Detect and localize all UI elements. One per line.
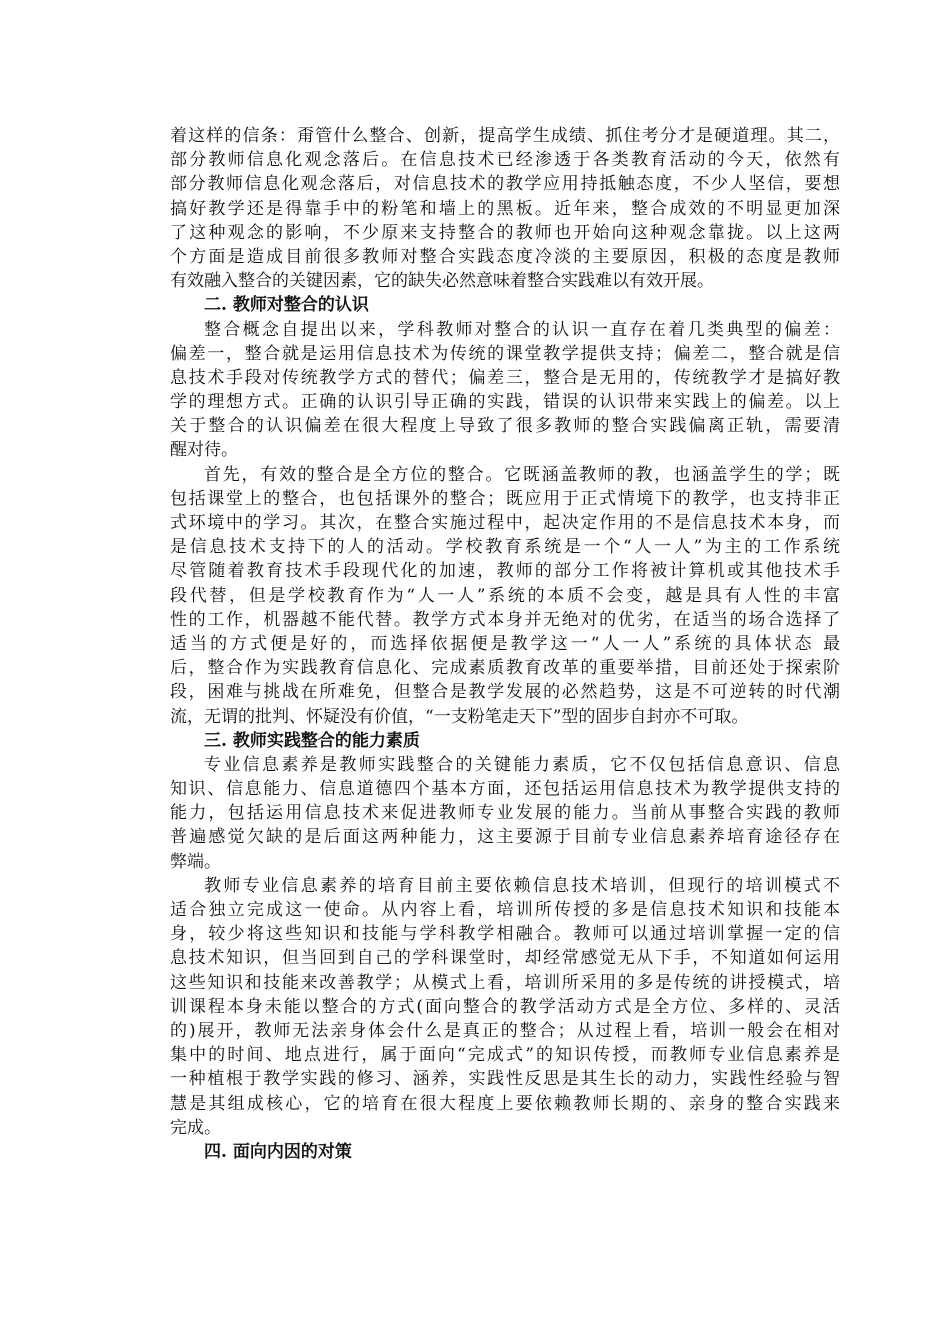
paragraph <box>170 124 840 293</box>
text-line: 这些知识和技能来改善教学；从模式上看，培训所采用的多是传统的讲授模式，培 <box>170 972 840 993</box>
text-line: 是信息技术支持下的人的活动。学校教育系统是一个“人一人”为主的工作系统 <box>170 537 840 558</box>
text-line: 后，整合作为实践教育信息化、完成素质教育改革的重要举措，目前还处于探索阶 <box>170 658 840 679</box>
text-line: 有效融入整合的关键因素，它的缺失必然意味着整合实践难以有效开展。 <box>170 271 714 292</box>
text-line: 训课程本身未能以整合的方式(面向整合的教学活动方式是全方位、多样的、灵活 <box>170 996 840 1017</box>
text-line: 流，无谓的批判、怀疑没有价值，“一支粉笔走天下”型的固步自封亦不可取。 <box>170 706 749 727</box>
paragraph <box>170 318 840 463</box>
document-page <box>170 124 840 1164</box>
text-line: 集中的时间、地点进行，属于面向“完成式”的知识传授，而教师专业信息素养是 <box>170 1045 840 1066</box>
text-line: 弊端。 <box>170 851 221 872</box>
paragraph <box>170 463 840 729</box>
text-line: 关于整合的认识偏差在很大程度上导致了很多教师的整合实践偏离正轨，需要清 <box>170 416 840 437</box>
text-line: 慧是其组成核心，它的培育在很大程度上要依赖教师长期的、亲身的整合实践来 <box>170 1093 840 1114</box>
text-line: 普遍感觉欠缺的是后面这两种能力，这主要源于目前专业信息素养培育途径存在 <box>170 827 840 848</box>
text-line: 完成。 <box>170 1117 221 1138</box>
text-line: 醒对待。 <box>170 440 238 461</box>
text-line: 性的工作，机器越不能代替。教学方式本身并无绝对的优劣，在适当的场合选择了 <box>170 609 840 630</box>
text-line: 包括课堂上的整合，也包括课外的整合；既应用于正式情境下的教学，也支持非正 <box>170 488 840 509</box>
text-line: 整合概念自提出以来，学科教师对整合的认识一直存在着几类典型的偏差： <box>204 319 840 340</box>
text-line: 的)展开，教师无法亲身体会什么是真正的整合；从过程上看，培训一般会在相对 <box>170 1020 840 1041</box>
text-line: 适当的方式便是好的，而选择依据便是教学这一“人一人”系统的具体状态 最 <box>170 633 840 654</box>
text-line: 一种植根于教学实践的修习、涵养，实践性反思是其生长的动力，实践性经验与智 <box>170 1069 840 1090</box>
paragraph <box>170 874 840 1140</box>
text-line: 搞好教学还是得靠手中的粉笔和墙上的黑板。近年来，整合成效的不明显更加深 <box>170 198 840 219</box>
text-line: 首先，有效的整合是全方位的整合。它既涵盖教师的教，也涵盖学生的学；既 <box>204 464 840 485</box>
text-line: 尽管随着教育技术手段现代化的加速，教师的部分工作将被计算机或其他技术手 <box>170 561 840 582</box>
paragraph <box>170 753 840 874</box>
text-line: 能力，包括运用信息技术来促进教师专业发展的能力。当前从事整合实践的教师 <box>170 803 840 824</box>
section-heading: 二. 教师对整合的认识 <box>204 295 369 316</box>
text-line: 身，较少将这些知识和技能与学科教学相融合。教师可以通过培训掌握一定的信 <box>170 924 840 945</box>
text-line: 教师专业信息素养的培育目前主要依赖信息技术培训，但现行的培训模式不 <box>204 875 840 896</box>
text-line: 个方面是造成目前很多教师对整合实践态度冷淡的主要原因，积极的态度是教师 <box>170 246 840 267</box>
text-line: 专业信息素养是教师实践整合的关键能力素质，它不仅包括信息意识、信息 <box>204 754 840 775</box>
text-line: 息技术手段对传统教学方式的替代；偏差三，整合是无用的，传统教学才是搞好教 <box>170 367 840 388</box>
text-line: 式环境中的学习。其次，在整合实施过程中，起决定作用的不是信息技术本身，而 <box>170 513 840 533</box>
text-line: 适合独立完成这一使命。从内容上看，培训所传授的多是信息技术知识和技能本 <box>170 900 840 920</box>
text-line: 学的理想方式。正确的认识引导正确的实践，错误的认识带来实践上的偏差。以上 <box>170 392 840 413</box>
text-line: 了这种观念的影响，不少原来支持整合的教师也开始向这种观念靠拢。以上这两 <box>170 222 840 243</box>
section-heading: 四. 面向内因的对策 <box>204 1141 352 1162</box>
text-line: 偏差一，整合就是运用信息技术为传统的课堂教学提供支持；偏差二，整合就是信 <box>170 343 840 364</box>
text-line: 部分教师信息化观念落后，对信息技术的教学应用持抵触态度，不少人坚信，要想 <box>170 174 840 195</box>
section-heading: 三. 教师实践整合的能力素质 <box>204 730 420 751</box>
text-line: 着这样的信条：甭管什么整合、创新，提高学生成绩、抓住考分才是硬道理。其二， <box>170 126 840 146</box>
text-line: 息技术知识，但当回到自己的学科课堂时，却经常感觉无从下手，不知道如何运用 <box>170 948 840 969</box>
text-line: 段代替，但是学校教育作为“人一人”系统的本质不会变，越是具有人性的丰富 <box>170 585 840 606</box>
text-line: 部分教师信息化观念落后。在信息技术已经渗透于各类教育活动的今天，依然有 <box>170 150 840 171</box>
text-line: 段，困难与挑战在所难免，但整合是教学发展的必然趋势，这是不可逆转的时代潮 <box>170 682 840 703</box>
text-line: 知识、信息能力、信息道德四个基本方面，还包括运用信息技术为教学提供支持的 <box>170 779 840 800</box>
